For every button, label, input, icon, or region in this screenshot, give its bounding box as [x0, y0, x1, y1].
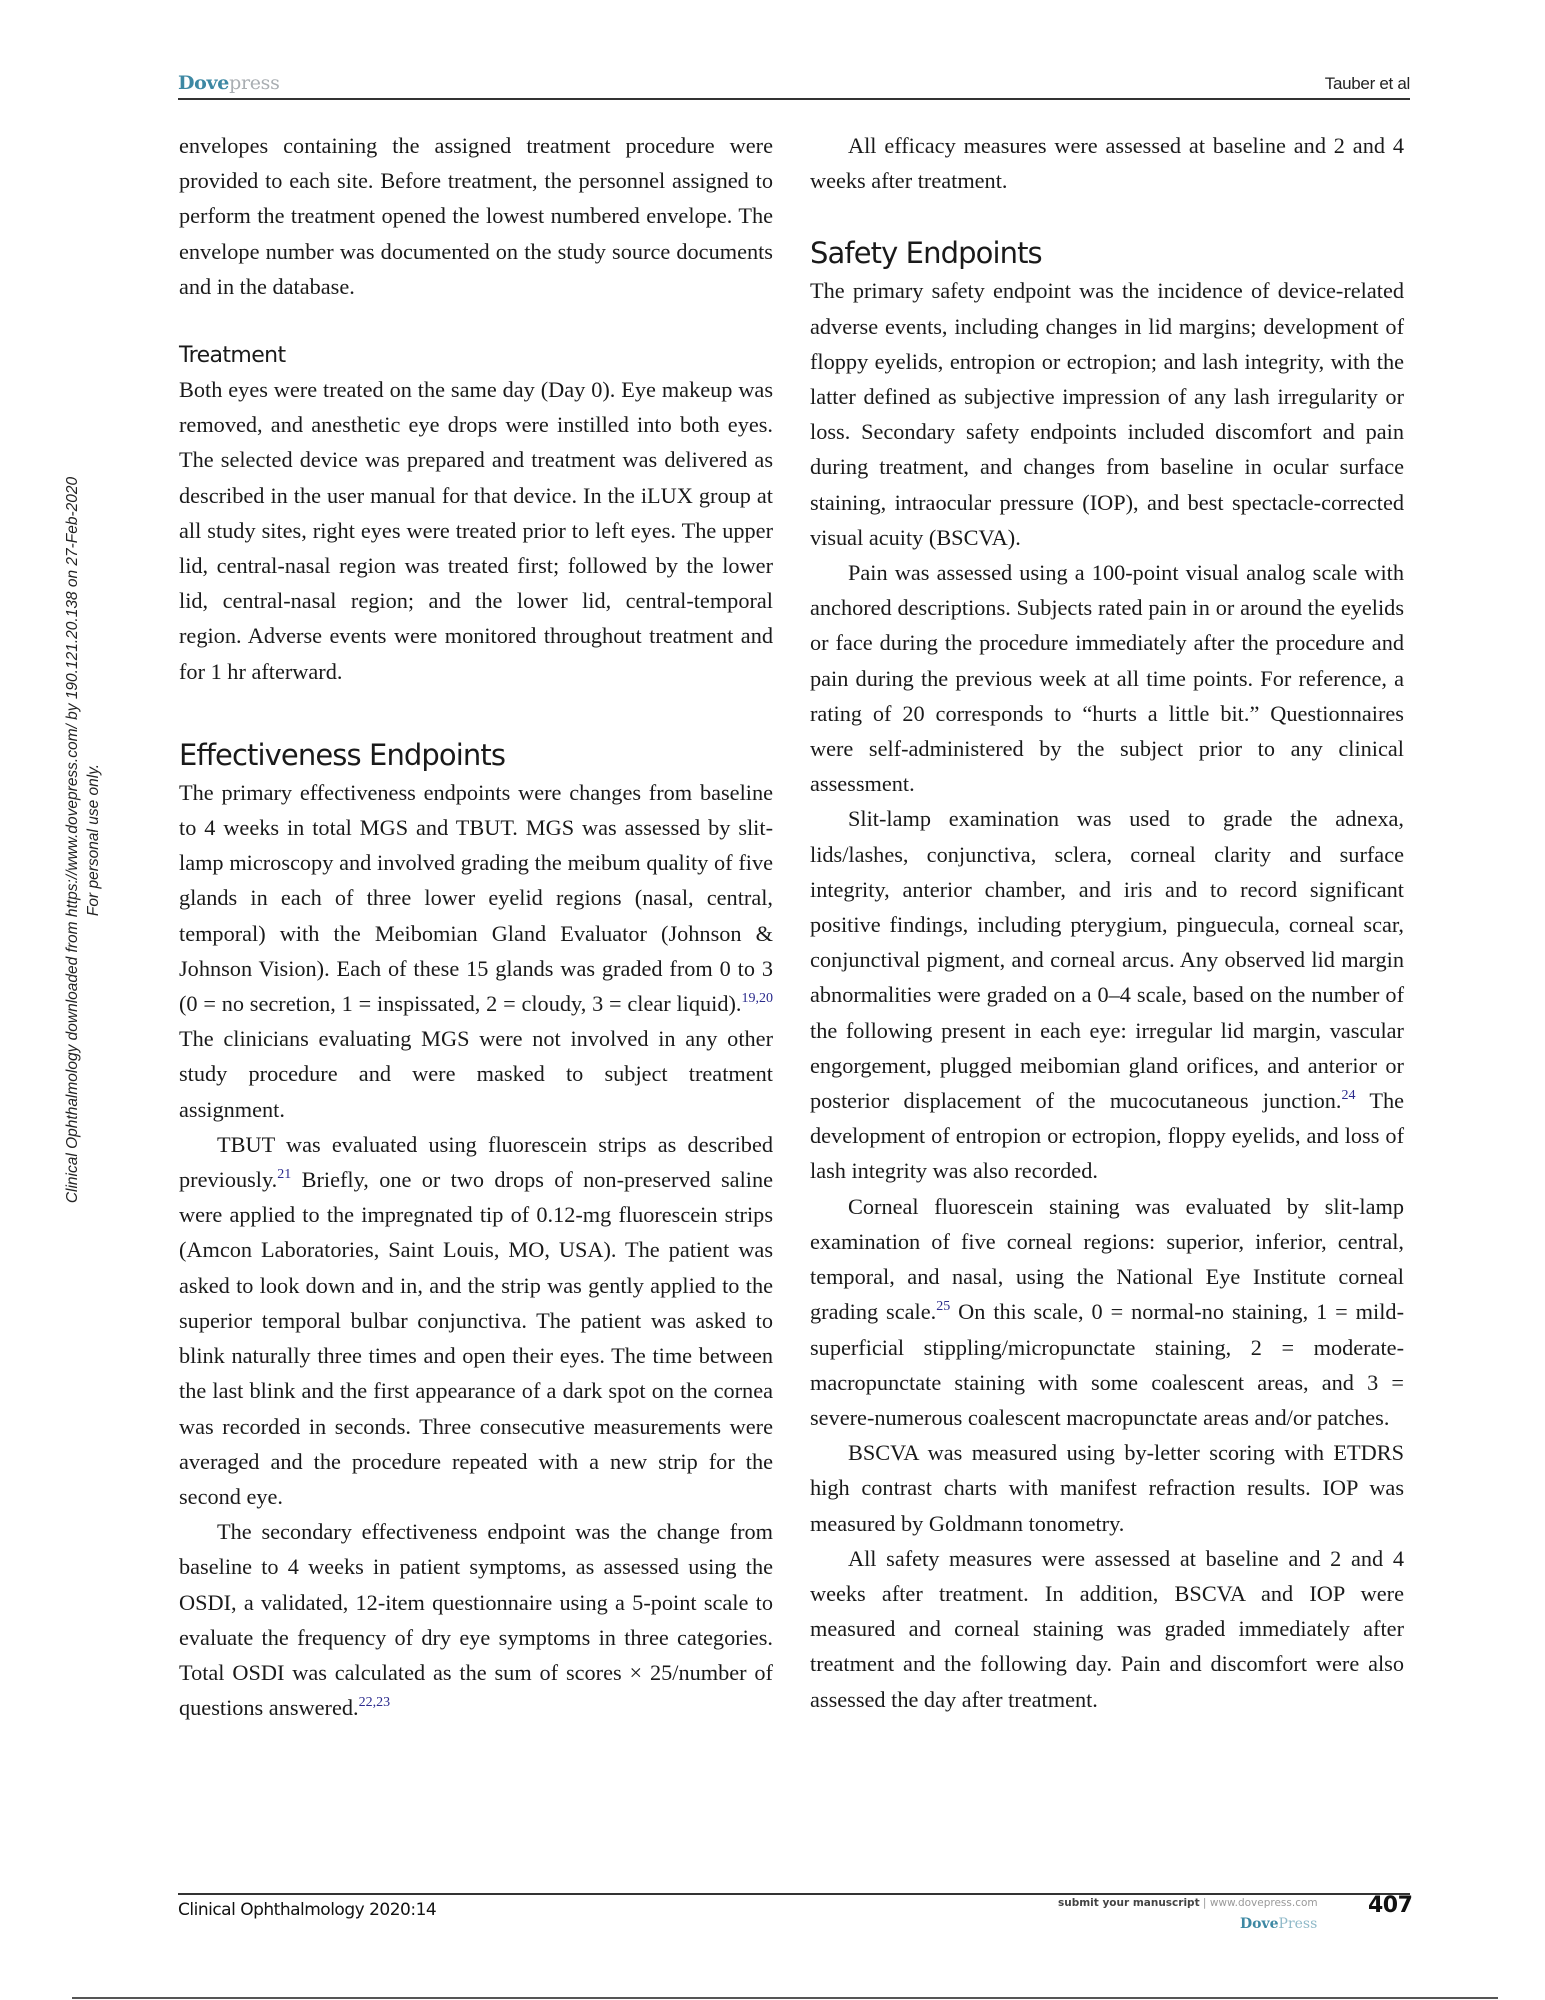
paragraph-envelopes: envelopes containing the assigned treatment procedure were provided to each site. Before treatment, the personnel assigned to perform the treatment opened the lowest numbered envelope. The envelope number was documented on the study source documents and in the database. [179, 133, 773, 299]
brand-secondary: Press [1278, 1916, 1318, 1932]
paragraph-slit-lamp [810, 801, 1404, 1188]
journal-citation: Clinical Ophthalmology 2020:14 [178, 1900, 437, 1920]
text: Briefly, one or two drops of non-preserved saline were applied to the impregnated tip of 0.12-mg fluorescein strips (Amcon Laboratories, Saint Louis, MO, USA). The patient was asked to look down and in, and the strip was gently applied to the superior temporal bulbar conjunctiva. The patient was asked to blink naturally three times and open their eyes. The time between the last blink and the first appearance of a dark spot on the cornea was recorded in seconds. Three consecutive measurements were averaged and the procedure repeated with a new strip for the second eye. [179, 1167, 773, 1509]
text: The clinicians evaluating MGS were not involved in any other study procedure and were masked to subject treatment assignment. [179, 1026, 773, 1122]
citation-link[interactable]: 25 [936, 1299, 951, 1315]
paragraph-treatment: Both eyes were treated on the same day (Day 0). Eye makeup was removed, and anesthetic eye drops were instilled into both eyes. The selected device was prepared and treatment was delivered as described in the user manual for that device. In the iLUX group at all study sites, right eyes were treated prior to left eyes. The upper lid, central-nasal region was treated first; followed by the lower lid, central-nasal region; and the lower lid, central-temporal region. Adverse events were monitored throughout treatment and for 1 hr afterward. [179, 377, 773, 684]
text: The secondary effectiveness endpoint was the change from baseline to 4 weeks in patient symptoms, as assessed using the OSDI, a validated, 12-item questionnaire using a 5-point scale to evaluate the frequency of dry eye symptoms in three categories. Total OSDI was calculated as the sum of scores × 25/number of questions answered. [179, 1519, 773, 1721]
paragraph-bscva: BSCVA was measured using by-letter scoring with ETDRS high contrast charts with manifest refraction results. IOP was measured by Goldmann tonometry. [810, 1440, 1404, 1536]
text: The development of entropion or ectropion, floppy eyelids, and loss of lash integrity was also recorded. [810, 1088, 1404, 1184]
footer-publisher-logo[interactable] [1240, 1916, 1317, 1932]
text: On this scale, 0 = normal-no staining, 1 = mild-superficial stippling/micropunctate staining, 2 = moderate-macropunctate staining with some coalescent areas, and 3 = severe-numerous coalescent macropunctate areas and/or patches. [810, 1299, 1404, 1430]
text: The primary effectiveness endpoints were changes from baseline to 4 weeks in total MGS and TBUT. MGS was assessed by slit-lamp microscopy and involved grading the meibum quality of five glands in each of three lower eyelid regions (nasal, central, temporal) with the Meibomian Gland Evaluator (Johnson & Johnson Vision). Each of these 15 glands was graded from 0 to 3 (0 = no secretion, 1 = inspissated, 2 = cloudy, 3 = clear liquid). [179, 779, 773, 1017]
left-column [179, 128, 773, 1725]
paragraph-tbut [179, 1127, 773, 1514]
page-number: 407 [1368, 1893, 1413, 1918]
paragraph-safety: The primary safety endpoint was the incidence of device-related adverse events, including changes in lid margins; development of floppy eyelids, entropion or ectropion; and lash integrity, with the latter defined as subjective impression of any lash irregularity or loss. Secondary safety endpoints included discomfort and pain during treatment, and changes from baseline in ocular surface staining, intraocular pressure (IOP), and best spectacle-corrected visual acuity (BSCVA). [810, 278, 1404, 550]
heading-effectiveness-endpoints: Effectiveness Endpoints [179, 737, 506, 772]
separator: | [1199, 1897, 1210, 1909]
page-edge-line [72, 1997, 1498, 1999]
text: Slit-lamp examination was used to grade the adnexa, lids/lashes, conjunctiva, sclera, corneal clarity and surface integrity, anterior chamber, and iris and to record significant positive findings, including pterygium, pinguecula, corneal scar, conjunctival pigment, and corneal arcus. Any observed lid margin abnormalities were graded on a 0–4 scale, based on the number of the following present in each eye: irregular lid margin, vascular engorgement, plugged meibomian gland orifices, and anterior or posterior displacement of the mucocutaneous junction. [810, 806, 1404, 1114]
website-url[interactable]: www.dovepress.com [1209, 1897, 1318, 1909]
publisher-logo[interactable] [178, 72, 280, 94]
submit-label: submit your manuscript [1058, 1897, 1200, 1909]
text: Corneal fluorescein staining was evaluated by slit-lamp examination of five corneal regions: superior, inferior, central, temporal, and nasal, using the National Eye Institute corneal grading scale. [810, 1193, 1404, 1325]
header-divider [178, 98, 1410, 100]
submit-manuscript-link[interactable] [1058, 1897, 1318, 1909]
brand-secondary: press [229, 72, 280, 94]
paragraph-corneal-staining [810, 1189, 1404, 1435]
paragraph-safety-measures: All safety measures were assessed at baseline and 2 and 4 weeks after treatment. In addition, BSCVA and IOP were measured and corneal staining was graded immediately after treatment and the following day. Pain and discomfort were also assessed the day after treatment. [810, 1545, 1404, 1712]
citation-link[interactable]: 19,20 [741, 991, 773, 1007]
citation-link[interactable]: 22,23 [358, 1695, 391, 1711]
paragraph-secondary-effectiveness [179, 1514, 773, 1725]
paragraph-pain: Pain was assessed using a 100-point visual analog scale with anchored descriptions. Subjects rated pain in or around the eyelids or face during the procedure immediately after the procedure and pain during the previous week at all time points. For reference, a rating of 20 corresponds to “hurts a little bit.” Questionnaires were self-administered by the subject prior to any clinical assessment. [810, 560, 1404, 797]
heading-treatment: Treatment [179, 343, 286, 369]
heading-safety-endpoints: Safety Endpoints [810, 236, 1042, 271]
running-head: Tauber et al [1324, 74, 1410, 93]
citation-link[interactable]: 21 [277, 1167, 292, 1183]
brand-primary: Dove [1240, 1916, 1279, 1932]
page-header [178, 68, 1410, 98]
footer-divider [178, 1893, 1410, 1895]
citation-link[interactable]: 24 [1341, 1088, 1356, 1104]
text: TBUT was evaluated using fluorescein strips as described previously. [179, 1131, 773, 1193]
right-column [810, 128, 1404, 1717]
paragraph-efficacy-timing: All efficacy measures were assessed at baseline and 2 and 4 weeks after treatment. [810, 133, 1404, 194]
watermark-line-2: For personal use only. [85, 763, 102, 917]
brand-primary: Dove [178, 72, 230, 94]
paragraph-primary-effectiveness [179, 775, 773, 1127]
watermark-line-1: Clinical Ophthalmology downloaded from https://www.dovepress.com/ by 190.121.20.138 on 27-Feb-2020 [64, 476, 81, 1204]
download-watermark [62, 390, 104, 1290]
